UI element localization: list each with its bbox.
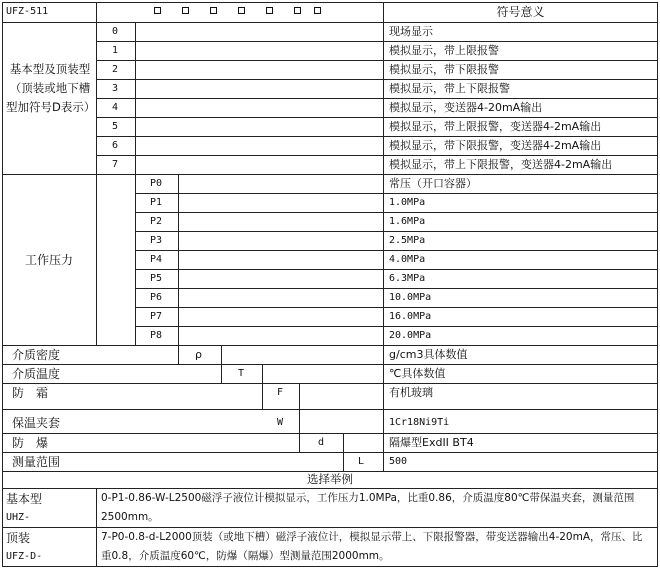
pressure-code: P2 bbox=[150, 216, 163, 227]
example-label: 顶装 bbox=[6, 531, 31, 545]
pressure-code: P6 bbox=[150, 292, 163, 303]
basic-code: 5 bbox=[112, 121, 119, 132]
example-text: 0-P1-0.86-W-L2500磁浮子液位计模拟显示，工作压力1.0MPa，比重0.86，介质温度80℃带保温夹套，测量范围2500mm。 bbox=[101, 492, 635, 523]
example-text: 7-P0-0.8-d-L2000顶装（或地下槽）磁浮子液位计，模拟显示带上、下限报警器，带变送器输出4-20mA，常压、比重0.8，介质温度60℃，防爆（隔爆）型测量范围2000mm。 bbox=[101, 531, 643, 562]
basic-code: 7 bbox=[112, 159, 119, 170]
pressure-meaning: 2.5MPa bbox=[389, 235, 426, 246]
basic-meaning: 模拟显示，带上限报警，变送器4-2mA输出 bbox=[389, 120, 602, 133]
param-code-frost: F bbox=[277, 387, 284, 398]
param-meaning-density: g/cm3具体数值 bbox=[389, 348, 468, 361]
param-code-jacket: W bbox=[277, 417, 284, 428]
placeholder-box bbox=[238, 7, 245, 14]
basic-type-label: 基本型及顶装型（顶装或地下槽型加符号D表示） bbox=[6, 62, 96, 114]
basic-code: 4 bbox=[112, 102, 119, 113]
placeholder-box bbox=[294, 7, 301, 14]
basic-code: 3 bbox=[112, 83, 119, 94]
basic-meaning: 模拟显示，带下限报警 bbox=[389, 63, 499, 76]
pressure-meaning: 1.6MPa bbox=[389, 216, 426, 227]
placeholder-box bbox=[182, 7, 189, 14]
basic-meaning: 模拟显示，变送器4-20mA输出 bbox=[389, 101, 543, 114]
pressure-code: P4 bbox=[150, 254, 163, 265]
basic-code: 0 bbox=[112, 26, 119, 37]
pressure-meaning: 4.0MPa bbox=[389, 254, 426, 265]
placeholder-box bbox=[266, 7, 273, 14]
pressure-code: P0 bbox=[150, 178, 163, 189]
param-code-temperature: T bbox=[238, 368, 245, 379]
pressure-label: 工作压力 bbox=[24, 253, 73, 267]
pressure-meaning: 10.0MPa bbox=[389, 292, 432, 303]
param-label-explosion: 防 爆 bbox=[12, 436, 49, 450]
examples-title: 选择举例 bbox=[307, 472, 353, 486]
example-label-code: UFZ-D- bbox=[6, 551, 43, 562]
param-label-density: 介质密度 bbox=[12, 348, 61, 362]
param-label-frost: 防 霜 bbox=[12, 386, 49, 400]
selection-table bbox=[2, 2, 658, 567]
pressure-code: P1 bbox=[150, 197, 163, 208]
basic-meaning: 模拟显示，带上下限报警 bbox=[389, 82, 510, 95]
placeholder-box bbox=[314, 7, 321, 14]
example-label: 基本型 bbox=[6, 492, 43, 506]
param-label-range: 测量范围 bbox=[12, 455, 61, 469]
code-placeholder-boxes bbox=[154, 5, 374, 19]
basic-code: 1 bbox=[112, 45, 119, 56]
basic-code: 6 bbox=[112, 140, 119, 151]
example-label-code: UHZ- bbox=[6, 512, 31, 523]
placeholder-box bbox=[154, 7, 161, 14]
basic-meaning: 模拟显示，带上限报警 bbox=[389, 44, 499, 57]
param-meaning-jacket: 1Cr18Ni9Ti bbox=[389, 417, 450, 428]
basic-meaning: 模拟显示，带下限报警，变送器4-2mA输出 bbox=[389, 139, 602, 152]
param-label-temperature: 介质温度 bbox=[12, 367, 61, 381]
param-code-explosion: d bbox=[318, 437, 325, 448]
model-code: UFZ-511 bbox=[6, 6, 49, 17]
param-meaning-range: 500 bbox=[389, 456, 408, 467]
pressure-meaning: 6.3MPa bbox=[389, 273, 426, 284]
param-meaning-frost: 有机玻璃 bbox=[389, 386, 433, 399]
meaning-header: 符号意义 bbox=[496, 5, 545, 19]
basic-meaning: 现场显示 bbox=[389, 25, 433, 38]
pressure-meaning: 16.0MPa bbox=[389, 311, 432, 322]
pressure-meaning: 20.0MPa bbox=[389, 330, 432, 341]
basic-code: 2 bbox=[112, 64, 119, 75]
pressure-code: P5 bbox=[150, 273, 163, 284]
pressure-code: P3 bbox=[150, 235, 163, 246]
param-meaning-temperature: ℃具体数值 bbox=[389, 367, 446, 380]
param-code-density: ρ bbox=[195, 348, 202, 361]
param-code-range: L bbox=[358, 456, 365, 467]
pressure-meaning: 常压（开口容器） bbox=[389, 177, 477, 190]
basic-meaning: 模拟显示，带上下限报警，变送器4-2mA输出 bbox=[389, 158, 613, 171]
pressure-code: P8 bbox=[150, 330, 163, 341]
pressure-meaning: 1.0MPa bbox=[389, 197, 426, 208]
param-label-jacket: 保温夹套 bbox=[12, 416, 61, 430]
param-meaning-explosion: 隔爆型ExdII BT4 bbox=[389, 436, 474, 449]
placeholder-box bbox=[210, 7, 217, 14]
pressure-code: P7 bbox=[150, 311, 163, 322]
